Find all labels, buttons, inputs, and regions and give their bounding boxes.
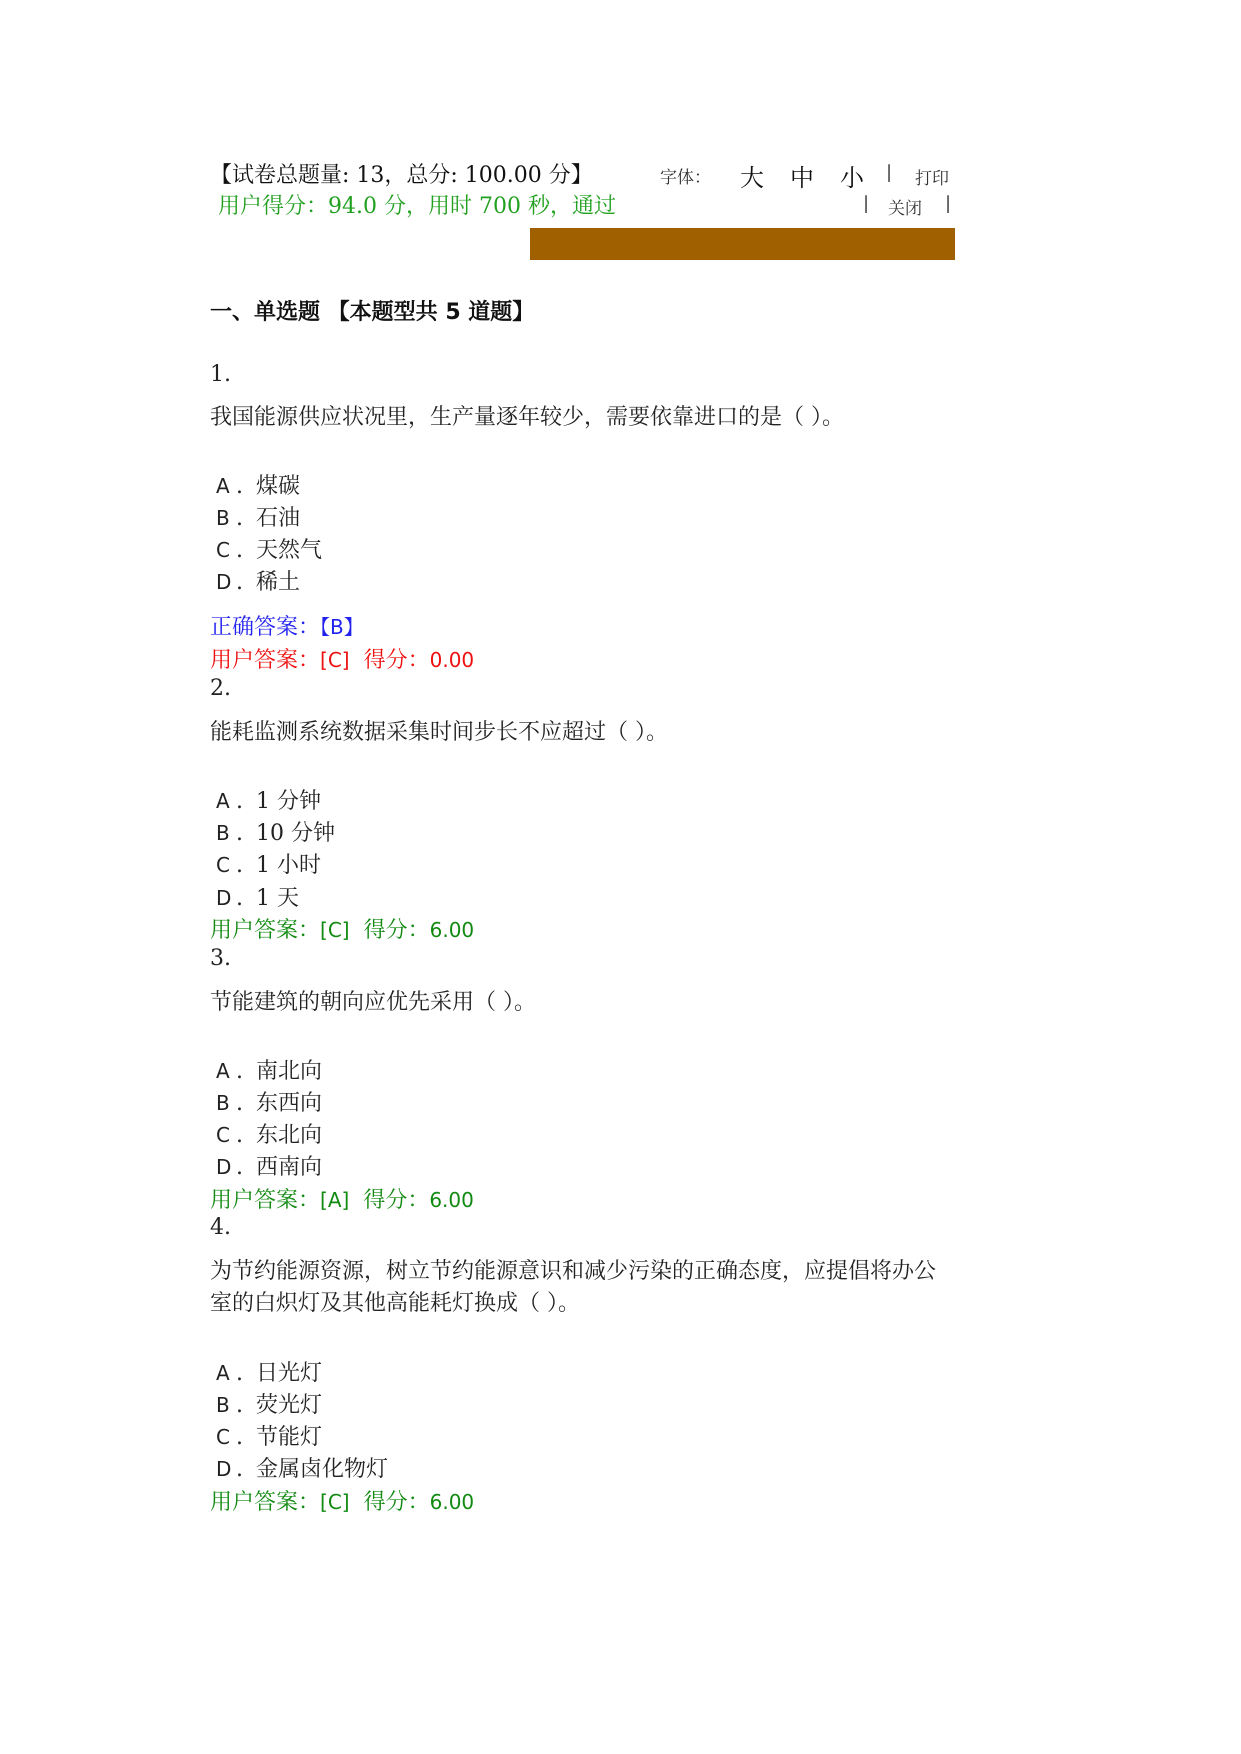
option-item (216, 1118, 322, 1149)
close-link[interactable]: 关闭 (888, 199, 922, 219)
separator: | (863, 193, 870, 214)
score-label: 得分： (363, 918, 430, 943)
option-dot: . (236, 474, 243, 499)
option-text: 1 小时 (256, 853, 321, 878)
score-value: 0.00 (429, 648, 475, 672)
section-title: 一、单选题 【本题型共 5 道题】 (210, 300, 535, 325)
option-text: 东北向 (256, 1123, 323, 1148)
option-text: 东西向 (256, 1091, 323, 1116)
option-letter: A (216, 1361, 230, 1385)
option-letter: D (216, 570, 232, 594)
header-bar (530, 228, 955, 260)
option-dot: . (236, 821, 243, 846)
option-item (216, 848, 321, 879)
question-number: 3. (210, 946, 231, 971)
font-size-small-button[interactable]: 小 (840, 164, 864, 192)
separator: | (886, 162, 893, 183)
option-dot: . (236, 1457, 243, 1482)
score-value: 6.00 (429, 1188, 474, 1212)
score-label: 得分： (363, 648, 430, 673)
option-dot: . (236, 506, 243, 531)
user-answer-value: [C] (320, 648, 350, 672)
option-text: 1 天 (256, 886, 299, 911)
option-letter: C (216, 538, 230, 562)
option-letter: B (216, 506, 230, 530)
option-letter: B (216, 1091, 230, 1115)
option-letter: C (216, 853, 230, 877)
question-number: 2. (210, 676, 231, 701)
user-answer (210, 643, 474, 674)
option-dot: . (236, 1393, 243, 1418)
option-item (216, 565, 300, 596)
user-answer-label: 用户答案： (210, 1490, 321, 1515)
score-value: 6.00 (429, 918, 475, 942)
score-label: 得分： (363, 1188, 430, 1213)
option-text: 石油 (256, 506, 301, 531)
user-answer (210, 1485, 474, 1516)
option-text: 日光灯 (256, 1361, 323, 1386)
option-text: 南北向 (256, 1059, 323, 1084)
option-dot: . (236, 570, 243, 595)
option-text: 西南向 (256, 1155, 323, 1180)
option-text: 10 分钟 (256, 821, 335, 846)
user-result: 用户得分：94.0 分，用时 700 秒，通过 (218, 194, 616, 219)
option-dot: . (236, 1123, 243, 1148)
option-item (216, 533, 322, 564)
option-item (216, 1452, 388, 1483)
correct-answer (210, 610, 364, 641)
user-answer-label: 用户答案： (210, 648, 321, 673)
question-number: 1. (210, 362, 231, 387)
correct-answer-label: 正确答案： (210, 615, 321, 640)
option-letter: A (216, 789, 230, 813)
option-letter: A (216, 474, 230, 498)
option-dot: . (236, 1155, 243, 1180)
score-label: 得分： (363, 1490, 430, 1515)
option-letter: B (216, 821, 230, 845)
option-dot: . (236, 1425, 243, 1450)
user-answer-label: 用户答案： (210, 918, 321, 943)
option-dot: . (236, 1361, 243, 1386)
option-dot: . (236, 789, 243, 814)
user-answer-label: 用户答案： (210, 1188, 321, 1213)
option-letter: B (216, 1393, 230, 1417)
exam-summary: 【试卷总题量: 13，总分: 100.00 分】 (210, 163, 593, 188)
user-answer (210, 913, 474, 944)
option-item (216, 784, 321, 815)
font-size-medium-button[interactable]: 中 (790, 164, 814, 192)
option-dot: . (236, 853, 243, 878)
user-answer-value: [A] (320, 1188, 350, 1212)
option-item (216, 881, 299, 912)
option-letter: C (216, 1123, 230, 1147)
option-letter: C (216, 1425, 230, 1449)
option-text: 1 分钟 (256, 789, 321, 814)
exam-result-page (210, 0, 955, 1754)
option-text: 金属卤化物灯 (256, 1457, 389, 1482)
user-answer (210, 1183, 474, 1214)
option-dot: . (236, 886, 243, 911)
option-text: 节能灯 (256, 1425, 323, 1450)
separator: | (945, 193, 952, 214)
option-item (216, 1150, 322, 1181)
score-value: 6.00 (429, 1490, 475, 1514)
option-dot: . (236, 1091, 243, 1116)
option-item (216, 1388, 322, 1419)
print-link[interactable]: 打印 (915, 169, 949, 189)
question-text: 我国能源供应状况里，生产量逐年较少，需要依靠进口的是（ ）。 (210, 405, 844, 430)
option-item (216, 501, 300, 532)
user-answer-value: [C] (320, 918, 350, 942)
correct-answer-value: 【B】 (320, 615, 364, 639)
option-dot: . (236, 1059, 243, 1084)
question-text: 节能建筑的朝向应优先采用（ ）。 (210, 990, 536, 1015)
option-letter: D (216, 1457, 232, 1481)
option-text: 天然气 (256, 538, 323, 563)
option-text: 荧光灯 (256, 1393, 323, 1418)
option-text: 煤碳 (256, 474, 301, 499)
option-item (216, 1086, 322, 1117)
option-dot: . (236, 538, 243, 563)
option-item (216, 816, 335, 847)
option-item (216, 469, 300, 500)
option-text: 稀土 (256, 570, 301, 595)
font-size-label: 字体： (660, 168, 711, 188)
option-item (216, 1356, 322, 1387)
option-letter: A (216, 1059, 230, 1083)
option-letter: D (216, 1155, 232, 1179)
option-letter: D (216, 886, 232, 910)
question-number: 4. (210, 1215, 231, 1240)
question-text: 为节约能源资源，树立节约能源意识和减少污染的正确态度，应提倡将办公室的白炽灯及其他高能耗灯换成（ ）。 (210, 1259, 937, 1316)
user-answer-value: [C] (320, 1490, 350, 1514)
question-text: 能耗监测系统数据采集时间步长不应超过（ ）。 (210, 720, 668, 745)
font-size-large-button[interactable]: 大 (740, 164, 764, 192)
option-item (216, 1420, 322, 1451)
option-item (216, 1054, 322, 1085)
